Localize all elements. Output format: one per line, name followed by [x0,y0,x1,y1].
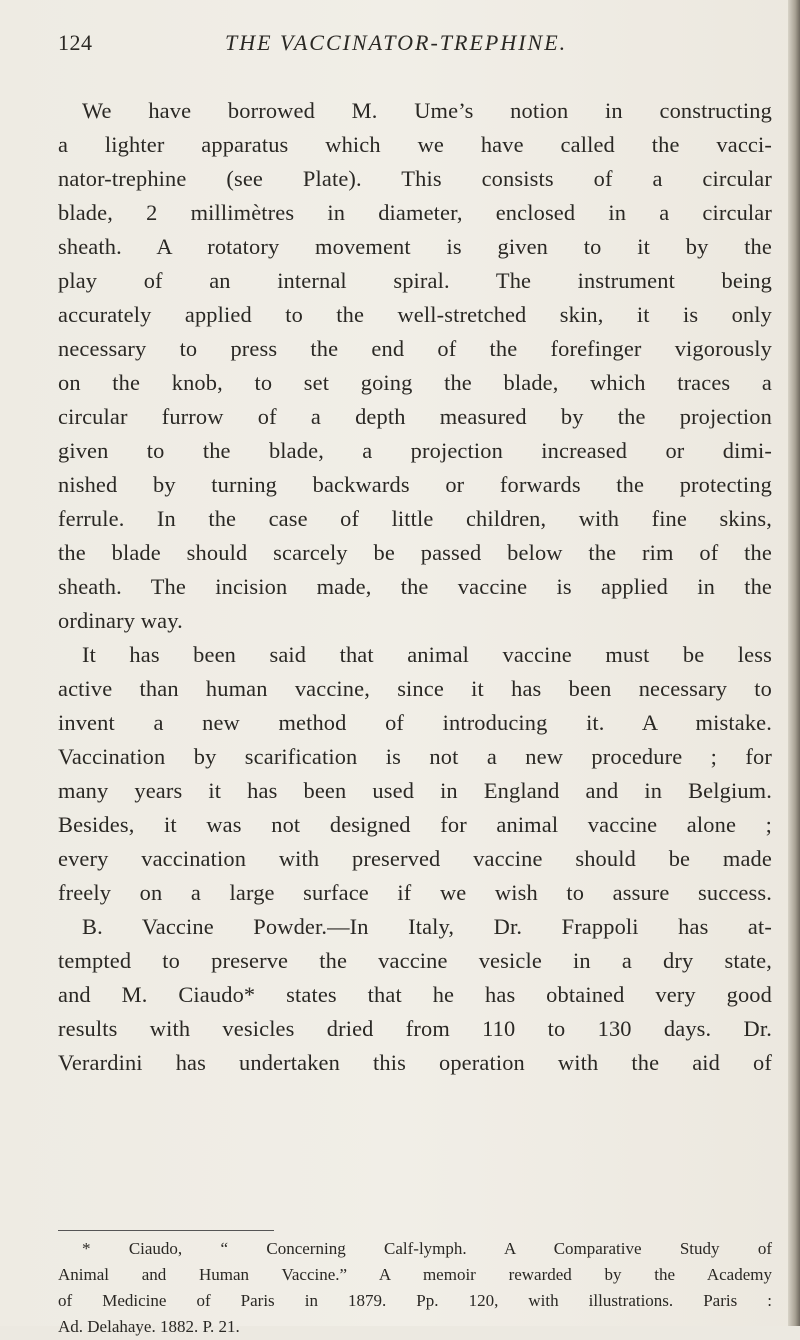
running-head: THE VACCINATOR-TREPHINE. [225,30,568,55]
text-line: sheath. A rotatory movement is given to it by the [58,234,772,259]
body-text [58,94,772,1080]
text-line: ferrule. In the case of little children, with fine skins, [58,506,772,531]
footnote-line: of Medicine of Paris in 1879. Pp. 120, with illustrations. Paris : [58,1291,772,1310]
page-header [0,30,800,64]
text-line: circular furrow of a depth measured by the projection [58,404,772,429]
text-line: Verardini has undertaken this operation with the aid of [58,1050,772,1075]
text-line: ordinary way. [58,608,183,633]
text-line: accurately applied to the well-stretched skin, it is only [58,302,772,327]
text-line: nished by turning backwards or forwards the protecting [58,472,772,497]
text-line: B. Vaccine Powder.—In Italy, Dr. Frappoli has at- [82,914,772,939]
text-line: nator-trephine (see Plate). This consists of a circular [58,166,772,191]
footnote-rule [58,1230,274,1231]
text-line: given to the blade, a projection increased or dimi- [58,438,772,463]
text-line: play of an internal spiral. The instrument being [58,268,772,293]
text-line: blade, 2 millimètres in diameter, enclosed in a circular [58,200,772,225]
footnote-line: * Ciaudo, “ Concerning Calf-lymph. A Comparative Study of [82,1239,772,1258]
text-line: Besides, it was not designed for animal vaccine alone ; [58,812,772,837]
text-line: and M. Ciaudo* states that he has obtained very good [58,982,772,1007]
text-line: on the knob, to set going the blade, which traces a [58,370,772,395]
text-line: sheath. The incision made, the vaccine is applied in the [58,574,772,599]
text-line: many years it has been used in England and in Belgium. [58,778,772,803]
footnote-line: Animal and Human Vaccine.” A memoir rewarded by the Academy [58,1265,772,1284]
text-line: every vaccination with preserved vaccine should be made [58,846,772,871]
text-line: the blade should scarcely be passed below the rim of the [58,540,772,565]
text-line: Vaccination by scarification is not a new procedure ; for [58,744,772,769]
text-line: tempted to preserve the vaccine vesicle in a dry state, [58,948,772,973]
footnote-line: Ad. Delahaye. 1882. P. 21. [58,1317,240,1336]
text-line: It has been said that animal vaccine must be less [82,642,772,667]
text-line: active than human vaccine, since it has been necessary to [58,676,772,701]
text-line: freely on a large surface if we wish to assure success. [58,880,772,905]
footnotes [58,1236,772,1340]
text-line: results with vesicles dried from 110 to 130 days. Dr. [58,1016,772,1041]
text-line: a lighter apparatus which we have called the vacci- [58,132,772,157]
text-line: necessary to press the end of the forefinger vigorously [58,336,772,361]
text-line: We have borrowed M. Ume’s notion in constructing [82,98,772,123]
page-number: 124 [58,30,93,55]
text-line: invent a new method of introducing it. A mistake. [58,710,772,735]
page-binding-edge [788,0,800,1326]
